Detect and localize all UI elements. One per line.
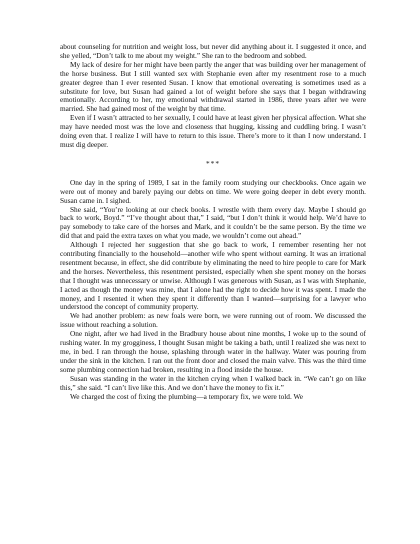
- paragraph: about counseling for nutrition and weight loss, but never did anything about it. I suggested it once, and she yelled, “Don’t talk to me about my weight.” She ran to the bedroom and sobbed.: [60, 42, 366, 60]
- paragraph: My lack of desire for her might have been partly the anger that was building over her management of the horse business. But I still wanted sex with Stephanie even after my resentment rose to a much greater degree than I ever resented Susan. I know that emotional overeating is sometimes used as a substitute for love, but Susan had gained a lot of weight before she says that I began withdrawing emotionally. According to her, my emotional withdrawal started in 1986, three years after we were married. She had gained most of the weight by that time.: [60, 59, 366, 114]
- paragraph: One day in the spring of 1989, I sat in the family room studying our checkbooks. Once again we were out of money and barely paying our debts on time. We were going deeper in debt every month. Susan came in. I sighed.: [60, 177, 366, 205]
- paragraph: She said, “You’re looking at our check books. I wrestle with them every day. Maybe I should go back to work, Boyd.” “I’ve thought about that,” I said, “but I don’t think it would help. We’d have to pay somebody to take care of the horses and Mark, and it couldn’t be the same person. By the time we did that and paid the extra taxes on what you made, we wouldn’t come out ahead.”: [60, 204, 366, 241]
- paragraph: One night, after we had lived in the Bradbury house about nine months, I woke up to the sound of rushing water. In my grogginess, I thought Susan might be taking a bath, until I realized she was next to me, in bed. I ran through the house, splashing through water in the hallway. Water was pouring from under the sink in the kitchen. I ran out the front door and closed the main valve. This was the third time some plumbing connection had broken, resulting in a flood inside the house.: [60, 329, 366, 374]
- paragraph: We had another problem: as new foals were born, we were running out of room. We discussed the issue without reaching a solution.: [60, 311, 366, 330]
- section-separator: ***: [206, 158, 220, 168]
- book-page: [60, 43, 366, 401]
- paragraph: Susan was standing in the water in the kitchen crying when I walked back in. “We can’t go on like this,” she said. “I can’t live like this. And we don’t have the money to fix it.”: [60, 373, 366, 392]
- paragraph: Although I rejected her suggestion that she go back to work, I remember resenting her not contributing financially to the household—another wife who spent without earning. It was an irrational resentment because, in effect, she did contribute by eliminating the need to hire people to care for Mark and the horses. Nevertheless, this resentment persisted, especially when she spent money on the horses that I thought was unnecessary or unwise. Although I was generous with Susan, as I was with Stephanie, I acted as though the money was mine, that I alone had the right to decide how it was spent. I made the money, and I resented it when they spent it differently than I wanted—surprising for a lawyer who understood the concept of community property.: [60, 240, 366, 312]
- paragraph: Even if I wasn’t attracted to her sexually, I could have at least given her physical affection. What she may have needed most was the love and closeness that hugging, kissing and cuddling bring. I wasn’t doing even that. I realize I will have to return to this issue. There’s more to it than I now understand. I must dig deeper.: [60, 113, 366, 149]
- paragraph: We charged the cost of fixing the plumbing—a temporary fix, we were told. We: [70, 391, 304, 401]
